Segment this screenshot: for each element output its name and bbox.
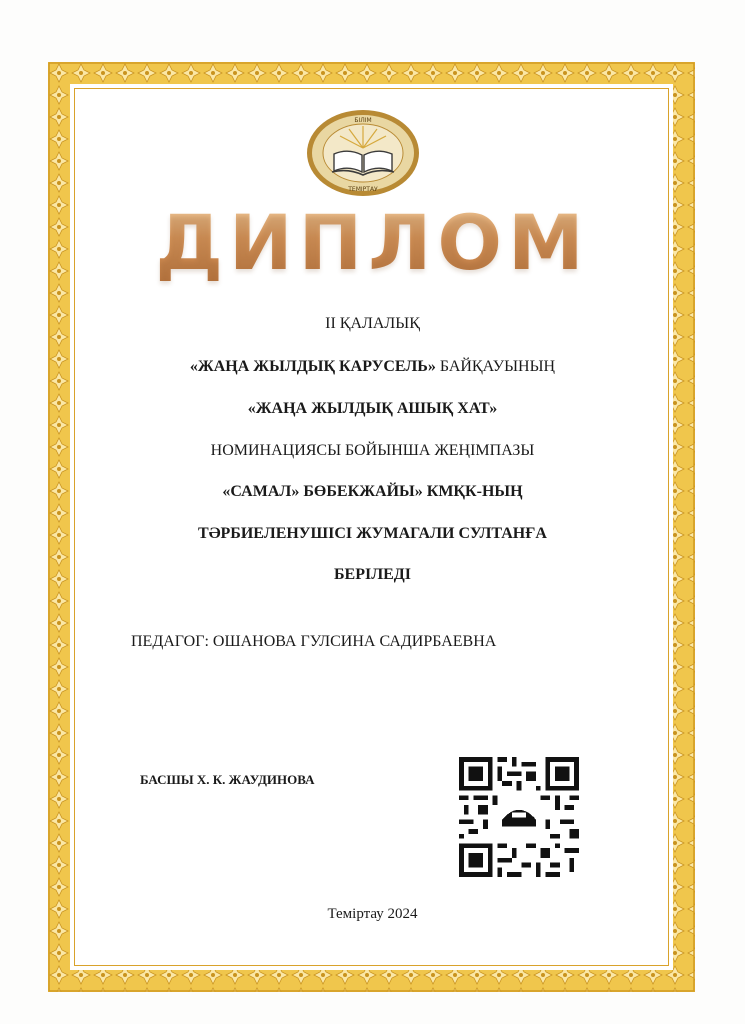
- contest-name-line: [0, 358, 745, 376]
- contest-name: «ЖАҢА ЖЫЛДЫҚ КАРУСЕЛЬ»: [189, 358, 436, 375]
- contest-level-line: II ҚАЛАЛЫҚ: [325, 315, 420, 332]
- recipient-line: ТӘРБИЕЛЕНУШІСІ ЖУМАГАЛИ СУЛТАНҒА: [198, 525, 547, 542]
- awarded-line: БЕРІЛЕДІ: [333, 566, 412, 583]
- emblem-bottom-text: ТЕМІРТАУ: [348, 186, 378, 193]
- nomination-name-line: «ЖАҢА ЖЫЛДЫҚ АШЫҚ ХАТ»: [247, 400, 498, 417]
- emblem-top-text: БІЛІМ: [354, 117, 372, 124]
- place-and-year: Теміртау 2024: [327, 906, 418, 922]
- contest-suffix: БАЙҚАУЫНЫҢ: [435, 358, 556, 375]
- diploma-title: ДИПЛОМ: [0, 198, 745, 287]
- education-emblem-logo: [304, 108, 422, 198]
- qr-code: [459, 757, 579, 877]
- teacher-line: ПЕДАГОГ: ОШАНОВА ГУЛСИНА САДИРБАЕВНА: [131, 633, 497, 650]
- head-signature-line: БАСШЫ Х. К. ЖАУДИНОВА: [140, 772, 315, 787]
- winner-line: НОМИНАЦИЯСЫ БОЙЫНША ЖЕҢІМПАЗЫ: [210, 442, 535, 459]
- institution-line: «САМАЛ» БӨБЕКЖАЙЫ» КМҚК-НЫҢ: [222, 483, 523, 500]
